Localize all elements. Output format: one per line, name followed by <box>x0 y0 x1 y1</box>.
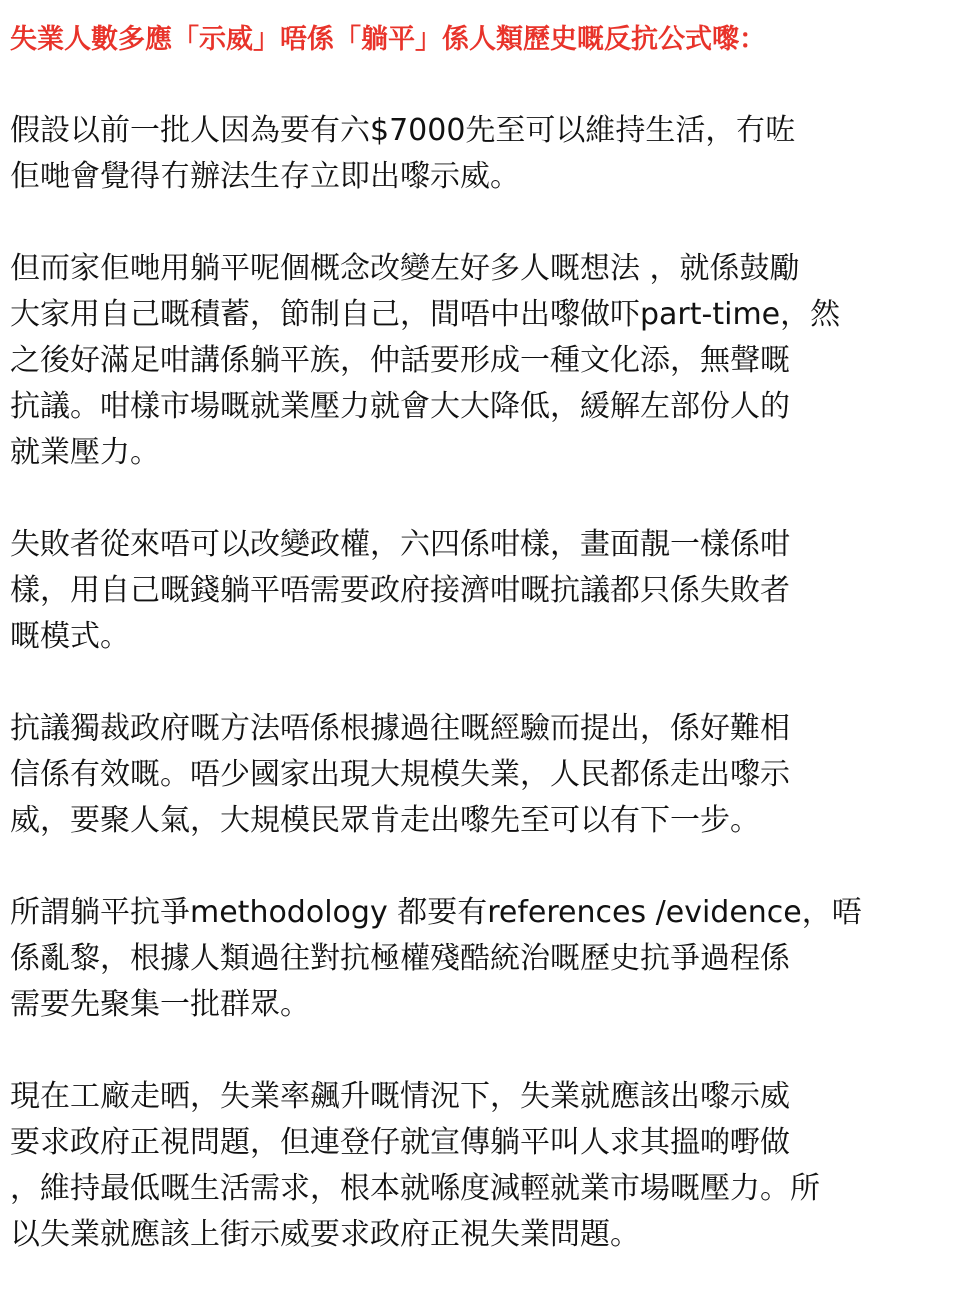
text-line: 需要先聚集一批群眾。 <box>10 987 310 1022</box>
text-line: 要求政府正視問題，但連登仔就宣傳躺平叫人求其搵啲嘢做 <box>10 1125 790 1160</box>
text-line: 之後好滿足咁講係躺平族，仲話要形成一種文化添，無聲嘅 <box>10 343 790 378</box>
text-line: ，維持最低嘅生活需求，根本就喺度減輕就業市場嘅壓力。所 <box>10 1171 820 1206</box>
post-body <box>10 20 950 1258</box>
paragraph-4 <box>10 706 950 844</box>
text-line: 抗議。咁樣市場嘅就業壓力就會大大降低，緩解左部份人的 <box>10 389 790 424</box>
paragraph-1 <box>10 108 950 200</box>
text-line: 所謂躺平抗爭methodology 都要有references /evidence，唔 <box>10 895 862 930</box>
text-line: 佢哋會覺得冇辦法生存立即出嚟示威。 <box>10 159 520 194</box>
text-line: 大家用自己嘅積蓄，節制自己，間唔中出嚟做吓part-time，然 <box>10 297 841 332</box>
paragraph-6 <box>10 1074 950 1258</box>
paragraph-5 <box>10 890 950 1028</box>
text-line: 信係有效嘅。唔少國家出現大規模失業，人民都係走出嚟示 <box>10 757 790 792</box>
text-line: 但而家佢哋用躺平呢個概念改變左好多人嘅想法 ，就係鼓勵 <box>10 251 800 286</box>
text-line: 係亂黎，根據人類過往對抗極權殘酷統治嘅歷史抗爭過程係 <box>10 941 790 976</box>
text-line: 嘅模式。 <box>10 619 130 654</box>
text-line: 樣，用自己嘅錢躺平唔需要政府接濟咁嘅抗議都只係失敗者 <box>10 573 790 608</box>
text-line: 抗議獨裁政府嘅方法唔係根據過往嘅經驗而提出，係好難相 <box>10 711 790 746</box>
text-line: 假設以前一批人因為要有六$7000先至可以維持生活，冇咗 <box>10 113 796 148</box>
text-line: 現在工廠走晒，失業率飆升嘅情況下，失業就應該出嚟示威 <box>10 1079 790 1114</box>
text-line: 威，要聚人氣，大規模民眾肯走出嚟先至可以有下一步。 <box>10 803 760 838</box>
paragraph-2 <box>10 246 950 476</box>
text-line: 失敗者從來唔可以改變政權，六四係咁樣，畫面靚一樣係咁 <box>10 527 790 562</box>
paragraph-3 <box>10 522 950 660</box>
text-line: 就業壓力。 <box>10 435 160 470</box>
post-title: 失業人數多應「示威」唔係「躺平」係人類歷史嘅反抗公式嚟： <box>10 24 766 55</box>
text-line: 以失業就應該上街示威要求政府正視失業問題。 <box>10 1217 640 1252</box>
